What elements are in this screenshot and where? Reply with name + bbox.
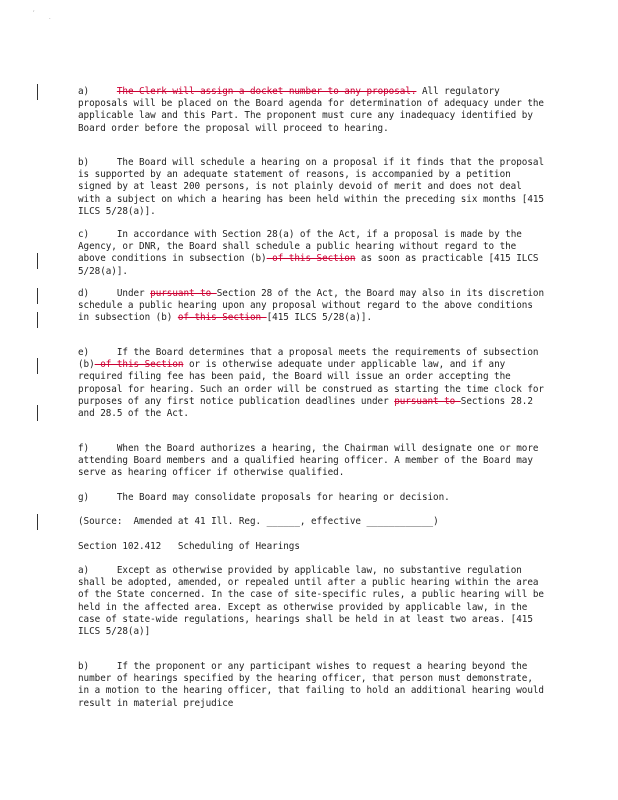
change-bar [37,405,38,421]
source-prefix: (Source: Amended at 41 Ill. Reg. [78,516,267,527]
section-paragraph-a [78,565,548,638]
paragraph-d [78,288,548,325]
paragraph-text: Sections 28.2 and 28.5 of the Act. [78,395,533,420]
source-separator: , effective [299,516,367,527]
deleted-text: of this Section [94,359,184,371]
source-suffix: ) [433,516,439,527]
change-bar [37,358,38,374]
paragraph-label: a) [78,565,90,576]
source-note [78,516,548,528]
paragraph-text: Except as otherwise provided by applicable law, no substantive regulation shall be adopted, amended, or repealed until after a public hearing within the area of the State concerned. In the case of site-specific rules, a public hearing will be held in the affected area. Except as otherwise provided by applicable law, in the case of state-wide regulations, hearings shall be held in at least two areas. [415 ILCS 5/28(a)] [78,565,544,638]
paragraph-label: b) [78,157,90,168]
paragraph-label: a) [78,86,90,97]
change-bar [37,312,38,328]
paragraph-text: In accordance with Section 28(a) of the Act, if a proposal is made by the Agency, or DNR, the Board shall schedule a public hearing without regard to the above conditions in subsection (b) [78,229,522,265]
paragraph-label: g) [78,492,90,503]
paragraph-text: Section 28 of the Act, the Board may also in its discretion schedule a public hearing upon any proposal without regard to the above conditions in subsection (b) [78,288,545,324]
paragraph-text: If the Board determines that a proposal meets the requirements of subsection (b) [78,347,539,371]
paragraph-label: b) [78,661,90,672]
corner-mark: , [32,6,36,13]
change-bar [37,84,38,100]
change-bar [37,288,38,304]
paragraph-text: The Board will schedule a hearing on a proposal if it finds that the proposal is supported by an adequate statement of reasons, is accompanied by a petition signed by at least 200 persons, is not plainly devoid of merit and does not deal with a subject on which a hearing has been held within the preceding six months [415 ILCS 5/28(a)]. [78,157,544,217]
source-blank-register: ______ [266,516,300,527]
paragraph-label: c) [78,229,90,240]
paragraph-text: All regulatory proposals will be placed on the Board agenda for determination of adequacy under the applicable law and this Part. The proponent must cure any inadequacy identified by Board order before the proposal will proceed to hearing. [78,86,544,134]
paragraph-a [78,86,548,135]
deleted-text: The Clerk will assign a docket number to any proposal. [116,86,417,97]
paragraph-text: The Board may consolidate proposals for hearing or decision. [116,492,450,503]
section-paragraph-b [78,661,548,710]
deleted-text: of this Section [266,253,356,265]
paragraph-f [78,443,548,480]
paragraph-text: If the proponent or any participant wishes to request a hearing beyond the number of hearings specified by the hearing officer, that person must demonstrate, in a motion to the hearing officer, that failing to hold an additional hearing would result in material prejudice [78,661,544,709]
section-heading: Section 102.412 Scheduling of Hearings [78,541,300,552]
deleted-text: pursuant to [150,288,217,299]
paragraph-text: Under [116,288,151,299]
change-bar [37,253,38,269]
paragraph-label: d) [78,288,90,299]
paragraph-label: e) [78,347,90,358]
source-blank-effective: ____________ [366,516,434,527]
deleted-text: pursuant to [394,395,461,407]
deleted-text: of this Section [177,312,267,324]
change-bar [37,514,38,530]
paragraph-c [78,229,548,278]
paragraph-text: [415 ILCS 5/28(a)]. [266,312,373,324]
paragraph-text: or is otherwise adequate under applicable law, and if any required filing fee has been paid, the Board will issue an order accepting the proposal for hearing. Such an order will be construed as starting the time clock for purposes of any first notice publication deadlines under [78,359,544,407]
paragraph-text: When the Board authorizes a hearing, the Chairman will designate one or more attending Board members and a qualified hearing officer. A member of the Board may serve as hearing officer if otherwise qualified. [78,443,539,479]
paragraph-e [78,347,548,420]
paragraph-text: as soon as practicable [415 ILCS 5/28(a)]. [78,253,539,277]
paragraph-label: f) [78,443,90,454]
paragraph-g [78,492,548,504]
corner-mark-2: . [48,14,52,21]
paragraph-b [78,157,548,218]
